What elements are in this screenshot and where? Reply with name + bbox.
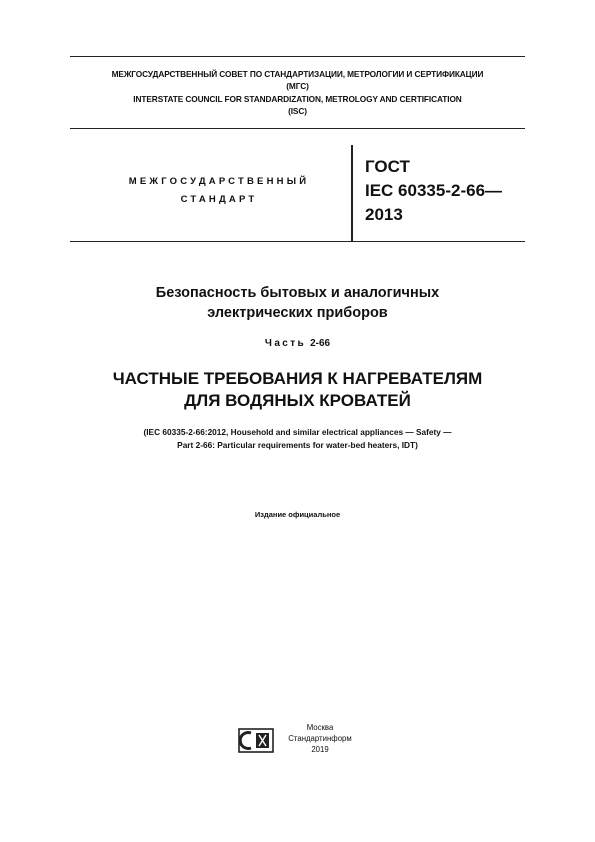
standard-type-line1: МЕЖГОСУДАРСТВЕННЫЙ bbox=[128, 176, 310, 187]
subtitle-line2: ДЛЯ ВОДЯНЫХ КРОВАТЕЙ bbox=[184, 391, 411, 410]
publisher-name: Стандартинформ bbox=[288, 734, 352, 743]
council-abbr-en: (ISC) bbox=[288, 105, 307, 116]
part-label bbox=[0, 338, 595, 349]
council-name-ru: МЕЖГОСУДАРСТВЕННЫЙ СОВЕТ ПО СТАНДАРТИЗАЦИИ, МЕТРОЛОГИИ И СЕРТИФИКАЦИИ bbox=[111, 69, 484, 79]
subtitle-line1: ЧАСТНЫЕ ТРЕБОВАНИЯ К НАГРЕВАТЕЛЯМ bbox=[112, 369, 483, 388]
standard-type bbox=[90, 173, 348, 209]
iec-reference-line2: Part 2-66: Particular requirements for water-bed heaters, IDT) bbox=[177, 440, 418, 450]
council-header bbox=[70, 56, 525, 129]
standard-year: 2013 bbox=[365, 205, 403, 224]
document-title bbox=[0, 283, 595, 323]
publisher-imprint bbox=[280, 722, 360, 755]
vertical-divider bbox=[351, 145, 353, 241]
gost-label: ГОСТ bbox=[365, 157, 410, 176]
iec-number: IEC 60335-2-66— bbox=[365, 181, 503, 200]
publisher-city: Москва bbox=[306, 723, 334, 732]
standartinform-logo-icon bbox=[238, 728, 274, 753]
iec-reference-line1: (IEC 60335-2-66:2012, Household and similar electrical appliances — Safety — bbox=[143, 427, 452, 437]
publisher-year: 2019 bbox=[311, 745, 329, 754]
edition-label: Издание официальное bbox=[254, 510, 341, 519]
part-number: 2-66 bbox=[310, 338, 331, 349]
council-abbr-ru: (МГС) bbox=[286, 80, 309, 91]
council-name-en: INTERSTATE COUNCIL FOR STANDARDIZATION, METROLOGY AND CERTIFICATION bbox=[133, 94, 462, 104]
standard-type-line2: СТАНДАРТ bbox=[180, 194, 258, 205]
title-line2: электрических приборов bbox=[207, 305, 388, 321]
part-word: Часть bbox=[264, 338, 307, 349]
title-line1: Безопасность бытовых и аналогичных bbox=[155, 285, 440, 301]
iec-reference bbox=[0, 426, 595, 452]
standard-number bbox=[365, 155, 502, 227]
document-subtitle bbox=[0, 368, 595, 412]
standard-designation-block bbox=[70, 145, 525, 242]
